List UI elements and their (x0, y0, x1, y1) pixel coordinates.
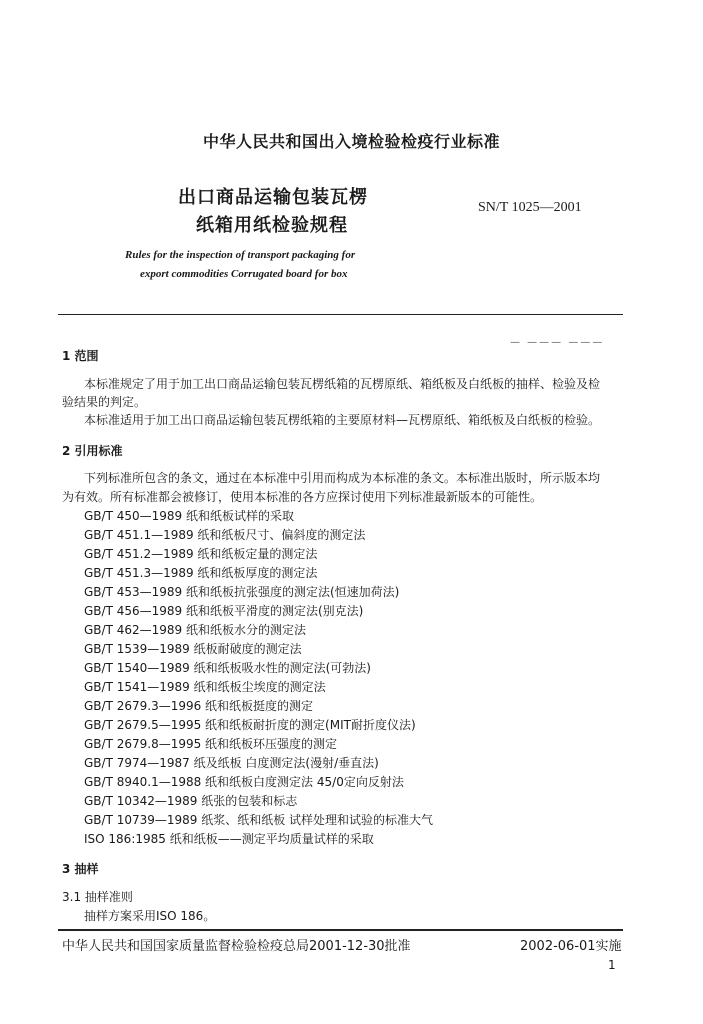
section-1-heading: 1 范围 (62, 349, 99, 363)
reference-item: GB/T 451.2—1989 纸和纸板定量的测定法 (84, 547, 318, 561)
reference-item: GB/T 2679.3—1996 纸和纸板挺度的测定 (84, 699, 314, 713)
reference-item: GB/T 451.1—1989 纸和纸板尺寸、偏斜度的测定法 (84, 528, 366, 542)
english-title-line1: Rules for the inspection of transport packaging for (125, 249, 356, 261)
section-1-paragraph-1: 本标准规定了用于加工出口商品运输包装瓦楞纸箱的瓦楞原纸、箱纸板及白纸板的抽样、检验及检 (84, 377, 601, 391)
section-2-paragraph: 下列标准所包含的条文，通过在本标准中引用而构成为本标准的条文。本标准出版时，所示版本均 (84, 471, 601, 485)
standard-number: SN/T 1025—2001 (478, 200, 582, 215)
document-title-line2: 纸箱用纸检验规程 (196, 215, 348, 236)
section-1-paragraph-2: 本标准适用于加工出口商品运输包装瓦楞纸箱的主要原材料—瓦楞原纸、箱纸板及白纸板的检验。 (84, 413, 601, 427)
section-3-heading: 3 抽样 (62, 862, 99, 876)
reference-item: GB/T 453—1989 纸和纸板抗张强度的测定法(恒速加荷法) (84, 585, 400, 599)
industry-standard-heading: 中华人民共和国出入境检验检疫行业标准 (202, 132, 500, 151)
section-1-paragraph-1-cont: 验结果的判定。 (62, 395, 147, 409)
section-3-1-text: 抽样方案采用ISO 186。 (84, 909, 216, 923)
reference-item: GB/T 1540—1989 纸和纸板吸水性的测定法(可勃法) (84, 661, 371, 675)
document-title-line1: 出口商品运输包装瓦楞 (178, 187, 368, 208)
footer-divider (58, 929, 623, 931)
english-title-line2: export commodities Corrugated board for box (140, 268, 348, 280)
reference-item: GB/T 1539—1989 纸板耐破度的测定法 (84, 642, 302, 656)
header-divider (58, 314, 623, 315)
effective-date: 2002-06-01实施 (520, 939, 622, 954)
section-2-heading: 2 引用标准 (62, 444, 123, 458)
reference-item: GB/T 462—1989 纸和纸板水分的测定法 (84, 623, 306, 637)
decorative-dashes: — ——— ——— (510, 337, 605, 348)
reference-item: GB/T 2679.5—1995 纸和纸板耐折度的测定(MIT耐折度仪法) (84, 718, 416, 732)
reference-item: GB/T 2679.8—1995 纸和纸板环压强度的测定 (84, 737, 338, 751)
reference-item: GB/T 450—1989 纸和纸板试样的采取 (84, 509, 294, 523)
section-2-paragraph-cont: 为有效。所有标准都会被修订，使用本标准的各方应探讨使用下列标准最新版本的可能性。 (62, 490, 543, 504)
reference-item: GB/T 456—1989 纸和纸板平滑度的测定法(别克法) (84, 604, 364, 618)
reference-item: GB/T 10342—1989 纸张的包装和标志 (84, 794, 298, 808)
section-3-1-heading: 3.1 抽样准则 (62, 890, 133, 904)
reference-item: GB/T 7974—1987 纸及纸板 白度测定法(漫射/垂直法) (84, 756, 379, 770)
reference-item: GB/T 8940.1—1988 纸和纸板白度测定法 45/0定向反射法 (84, 775, 404, 789)
reference-item: GB/T 10739—1989 纸浆、纸和纸板 试样处理和试验的标准大气 (84, 813, 434, 827)
reference-item: GB/T 451.3—1989 纸和纸板厚度的测定法 (84, 566, 318, 580)
reference-item: GB/T 1541—1989 纸和纸板尘埃度的测定法 (84, 680, 326, 694)
page-number: 1 (608, 958, 616, 972)
approval-authority: 中华人民共和国国家质量监督检验检疫总局2001-12-30批准 (62, 939, 411, 954)
reference-item: ISO 186:1985 纸和纸板——测定平均质量试样的采取 (84, 832, 374, 846)
